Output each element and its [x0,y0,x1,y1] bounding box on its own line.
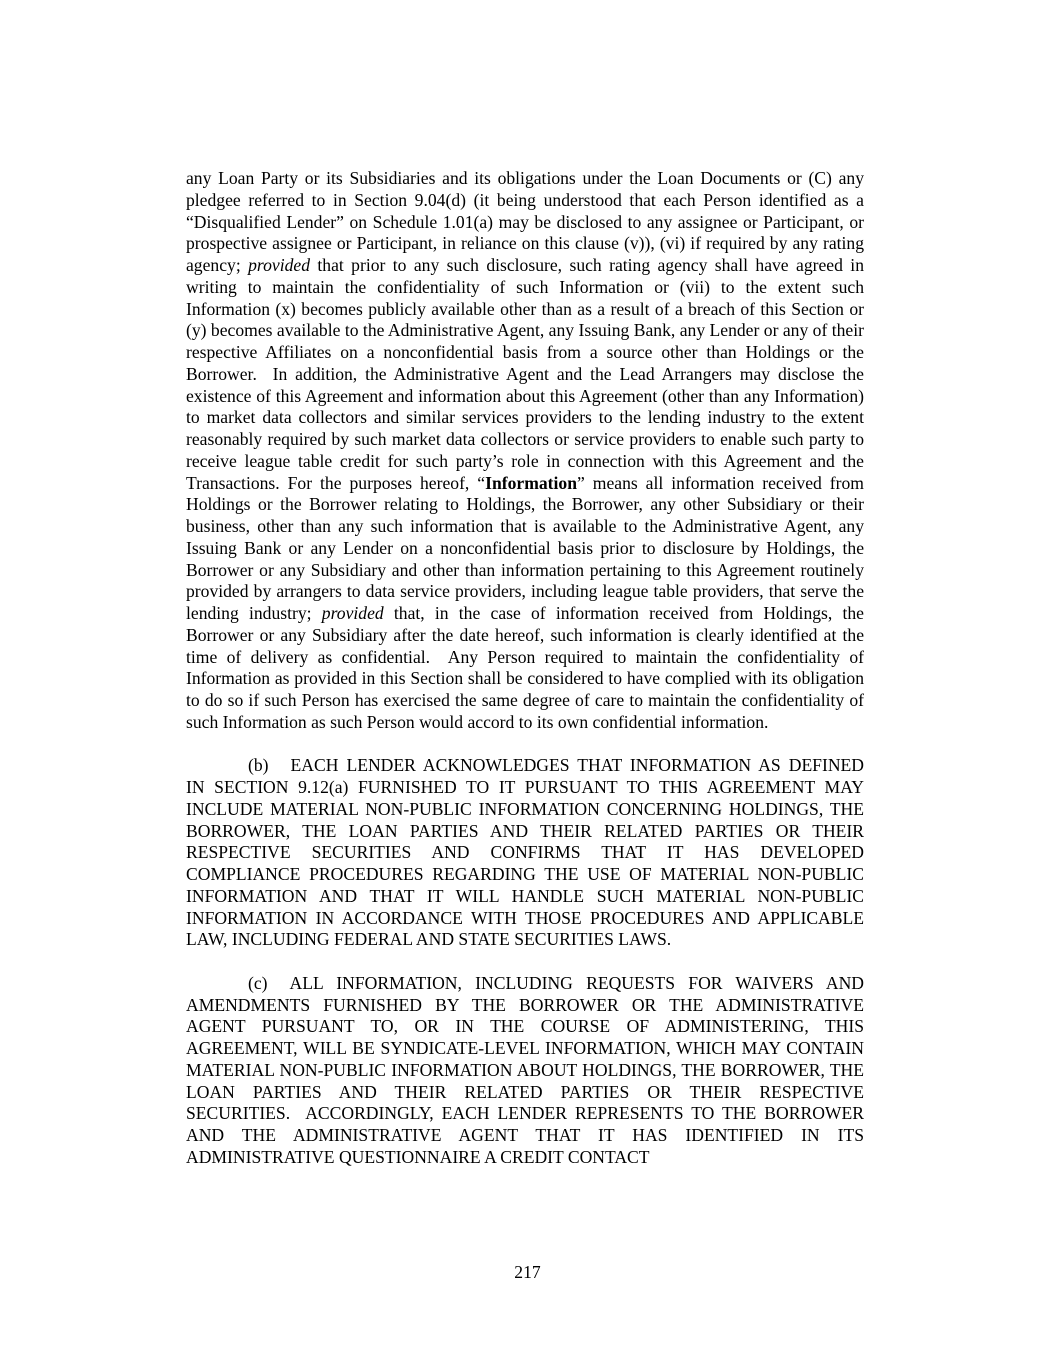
emphasis-provided: provided [248,255,310,275]
document-body [186,168,864,1169]
paragraph-text: ” means all information received from Holdings or the Borrower relating to Holdings, the Borrower, any other Subsidiary or their business, other than any such information that is available to the Administrative Agent, any Issuing Bank or any Lender on a nonconfidential basis prior to disclosure by Holdings, the Borrower or any Subsidiary and other than information pertaining to this Agreement routinely provided by arrangers to data service providers, including league table providers, that serve the lending industry; [186,472,864,623]
emphasis-provided: provided [321,603,384,623]
page-number: 217 [514,1262,541,1282]
paragraph-label: (b) [248,755,269,776]
paragraph-text: EACH LENDER ACKNOWLEDGES THAT INFORMATION AS DEFINED IN SECTION 9.12(a) FURNISHED TO IT PURSUANT TO THIS AGREEMENT MAY INCLUDE MATERIAL NON-PUBLIC INFORMATION CONCERNING HOLDINGS, THE BORROWER, THE LOAN PARTIES AND THEIR RELATED PARTIES OR THEIR RESPECTIVE SECURITIES AND CONFIRMS THAT IT HAS DEVELOPED COMPLIANCE PROCEDURES REGARDING THE USE OF MATERIAL NON-PUBLIC INFORMATION AND THAT IT WILL HANDLE SUCH MATERIAL NON-PUBLIC INFORMATION IN ACCORDANCE WITH THOSE PROCEDURES AND APPLICABLE LAW, INCLUDING FEDERAL AND STATE SECURITIES LAWS. [186,755,864,950]
paragraph-b [186,755,864,951]
paragraph-text: ALL INFORMATION, INCLUDING REQUESTS FOR WAIVERS AND AMENDMENTS FURNISHED BY THE BORROWER OR THE ADMINISTRATIVE AGENT PURSUANT TO, OR IN THE COURSE OF ADMINISTERING, THIS AGREEMENT, WILL BE SYNDICATE-LEVEL INFORMATION, WHICH MAY CONTAIN MATERIAL NON-PUBLIC INFORMATION ABOUT HOLDINGS, THE BORROWER, THE LOAN PARTIES AND THEIR RELATED PARTIES OR THEIR RESPECTIVE SECURITIES. ACCORDINGLY, EACH LENDER REPRESENTS TO THE BORROWER AND THE ADMINISTRATIVE AGENT THAT IT HAS IDENTIFIED IN ITS ADMINISTRATIVE QUESTIONNAIRE A CREDIT CONTACT [186,972,864,1167]
paragraph-label: (c) [248,972,268,993]
defined-term-information: Information [485,472,577,493]
paragraph-confidentiality-continued [186,168,864,734]
paragraph-text: that prior to any such disclosure, such rating agency shall have agreed in writing to maintain the confidentiality of such Information or (vii) to the extent such Information (x) becomes publicly available other than as a result of a breach of this Section or (y) becomes available to the Administrative Agent, any Issuing Bank, any Lender or any of their respective Affiliates on a nonconfidential basis from a source other than Holdings or the Borrower. In addition, the Administrative Agent and the Lead Arrangers may disclose the existence of this Agreement and information about this Agreement (other than any Information) to market data collectors and similar services providers to the lending industry to the extent reasonably required by such market data collectors or service providers to enable such party to receive league table credit for such party’s role in connection with this Agreement and the Transactions. For the purposes hereof, “ [186,255,864,493]
paragraph-text: any Loan Party or its Subsidiaries and its obligations under the Loan Documents or (C) any pledgee referred to in Section 9.04(d) (it being understood that each Person identified as a “Disqualified Lender” on Schedule 1.01(a) may be disclosed to any assignee or Participant, or prospective assignee or Participant, in reliance on this clause (v)), (vi) if required by any rating agency; [186,168,864,275]
paragraph-text: that, in the case of information received from Holdings, the Borrower or any Subsidiary after the date hereof, such information is clearly identified at the time of delivery as confidential. Any Person required to maintain the confidentiality of Information as provided in this Section shall be considered to have complied with its obligation to do so if such Person has exercised the same degree of care to maintain the confidentiality of such Information as such Person would accord to its own confidential information. [186,603,864,732]
paragraph-c [186,973,864,1169]
